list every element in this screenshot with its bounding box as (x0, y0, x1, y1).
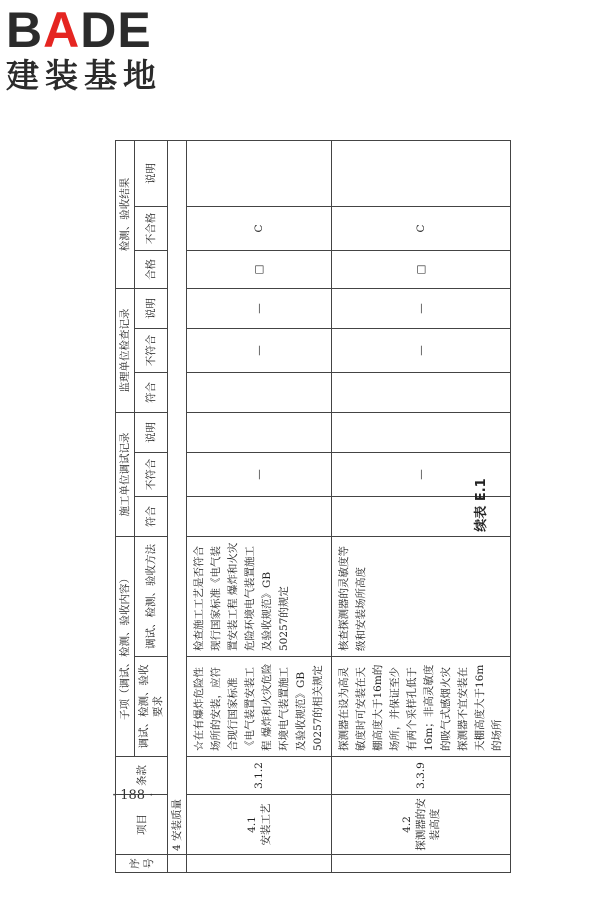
row-s-nonconform: — (332, 328, 511, 372)
row-clause: 3.1.2 (187, 757, 332, 795)
row-requirement: ☆在有爆炸危险性场所的安装，应符合现行国家标准《电气装置安装工程 爆炸和火灾危险环境电气装置施工及验收规范》GB 50257的相关规定 (187, 657, 332, 757)
row-c-conform (187, 497, 332, 537)
header-c-note: 说明 (135, 412, 168, 452)
row-item: 4.1 安装工艺 (187, 795, 332, 855)
row-requirement: 探测器在设为高灵敏度时可安装在天棚高度大于16m的场所，并保证至少有两个采样孔低于16m；非高灵敏度的吸气式感烟火灾探测器不宜安装在天棚高度大于16m的场所 (332, 657, 511, 757)
row-a-note (187, 140, 332, 206)
row-a-pass: □ (187, 250, 332, 288)
bade-logo (6, 4, 162, 96)
row-c-nonconform: — (187, 453, 332, 497)
header-sub-item: 子项（调试、检测、验收内容） (116, 537, 135, 757)
row-c-nonconform: — (332, 453, 511, 497)
inspection-table (115, 140, 511, 873)
row-s-nonconform: — (187, 328, 332, 372)
header-s-nonconform: 不符合 (135, 328, 168, 372)
header-s-note: 说明 (135, 288, 168, 328)
table-caption: 续表 E.1 (474, 478, 489, 532)
header-a-fail: 不合格 (135, 206, 168, 250)
row-method: 检查施工工艺是否符合现行国家标准《电气装置安装工程 爆炸和火灾危险环境电气装置施工及验收规范》GB 50257的规定 (187, 537, 332, 657)
page-number: · 188 · (112, 788, 154, 803)
header-item: 项目 (116, 795, 168, 855)
header-seq: 序号 (116, 855, 168, 873)
row-clause: 3.3.9 (332, 757, 511, 795)
table-row (187, 140, 332, 872)
header-c-conform: 符合 (135, 497, 168, 537)
header-req: 调试、检测、验收要求 (135, 657, 168, 757)
logo-wordmark: BADE (6, 2, 152, 58)
header-a-note: 说明 (135, 140, 168, 206)
section-row (168, 140, 187, 872)
row-method: 核查探测器的灵敏度等级和安装场所高度 (332, 537, 511, 657)
header-row-1 (116, 140, 135, 872)
row-c-note (187, 412, 332, 452)
header-c-nonconform: 不符合 (135, 453, 168, 497)
logo-subtitle: 建装基地 (6, 56, 162, 95)
row-a-pass: □ (332, 250, 511, 288)
row-s-note: — (187, 288, 332, 328)
header-method: 调试、检测、验收方法 (135, 537, 168, 657)
row-a-fail: C (332, 206, 511, 250)
header-clause: 条款 (116, 757, 168, 795)
rotated-page (115, 125, 600, 885)
header-s-conform: 符合 (135, 372, 168, 412)
section-title: 4 安装质量 (168, 140, 187, 854)
row-s-note: — (332, 288, 511, 328)
header-construction: 施工单位调试记录 (116, 412, 135, 536)
row-a-fail: C (187, 206, 332, 250)
header-a-pass: 合格 (135, 250, 168, 288)
header-acceptance: 检测、验收结果 (116, 140, 135, 288)
header-supervision: 监理单位检查记录 (116, 288, 135, 412)
row-s-conform (187, 372, 332, 412)
row-item: 4.2 探测器的安装高度 (332, 795, 511, 855)
